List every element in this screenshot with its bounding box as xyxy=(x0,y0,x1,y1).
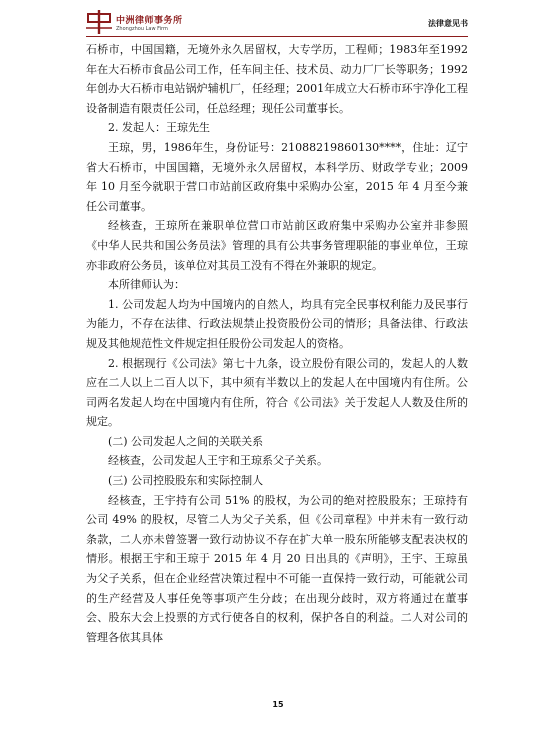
firm-name-cn: 中洲律师事务所 xyxy=(116,16,183,26)
paragraph-opinion-intro: 本所律师认为： xyxy=(108,278,185,292)
heading-founder-2: 2. 发起人：王琼先生 xyxy=(108,121,210,135)
page-header xyxy=(86,10,468,36)
page-number: 15 xyxy=(272,700,284,709)
firm-logo-icon xyxy=(86,10,112,34)
paragraph-relationship: 经核查，公司发起人王宇和王琼系父子关系。 xyxy=(108,454,328,468)
paragraph-opinion-1: 1. 公司发起人均为中国境内的自然人，均具有完全民事权利能力及民事行为能力，不存在法律、行政法规禁止投资股份公司的情形；具备法律、行政法规及其他规范性文件规定担任股份公司发起人的资格。 xyxy=(86,297,468,350)
section-heading-relationship: (二) 公司发起人之间的关联关系 xyxy=(108,434,264,448)
firm-name-en: Zhongzhou Law Firm xyxy=(116,26,168,32)
section-heading-control: (三) 公司控股股东和实际控制人 xyxy=(108,474,264,488)
paragraph-opinion-2: 2. 根据现行《公司法》第七十九条，设立股份有限公司的，发起人的人数应在二人以上二百人以下，其中须有半数以上的发起人在中国境内有住所。公司两名发起人均在中国境内有住所，符合《公司法》关于发起人人数及住所的规定。 xyxy=(86,356,468,429)
paragraph-verification: 经核查，王琼所在兼职单位营口市站前区政府集中采购办公室并非参照《中华人民共和国公务员法》管理的具有公共事务管理职能的事业单位，王琼亦非政府公务员，该单位对其员工没有不得在外兼职的规定。 xyxy=(86,219,468,272)
document-body xyxy=(86,40,468,647)
paragraph-founder-profile: 王琼，男，1986年生，身份证号：21088219860130****，住址：辽宁省大石桥市，中国国籍，无境外永久居留权，本科学历、财政学专业；2009 年 10 月至今就职于营口市站前区政府集中采购办公室，2015 年 4 月至今兼任公司董事。 xyxy=(86,140,468,213)
paragraph-continuation: 石桥市，中国国籍，无境外永久居留权，大专学历，工程师；1983年至1992年在大石桥市食品公司工作，任车间主任、技术员、动力厂厂长等职务；1992年创办大石桥市电站锅炉辅机厂，任经理；2001年成立大石桥市环宇净化工程设备制造有限责任公司，任总经理；现任公司董事长。 xyxy=(86,43,468,115)
header-rule xyxy=(86,36,468,37)
paragraph-control: 经核查，王宇持有公司 51% 的股权，为公司的绝对控股股东；王琼持有公司 49% 的股权，尽管二人为父子关系，但《公司章程》中并未有一致行动条款，二人亦未曾签署一致行动协议不存在扩大单一股东所能够支配表决权的情形。根据王宇和王琼于 2015 年 4 月 20 日出具的《声明》，王宇、王琼虽为父子关系，但在企业经营决策过程中不可能一直保持一致行动，可能就公司的生产经营及人事任免等事项产生分歧；在出现分歧时，双方将通过在董事会、股东大会上投票的方式行使各自的权利，保护各自的利益。二人对公司的管理各依其具体 xyxy=(86,493,468,644)
document-type-label: 法律意见书 xyxy=(428,19,468,28)
